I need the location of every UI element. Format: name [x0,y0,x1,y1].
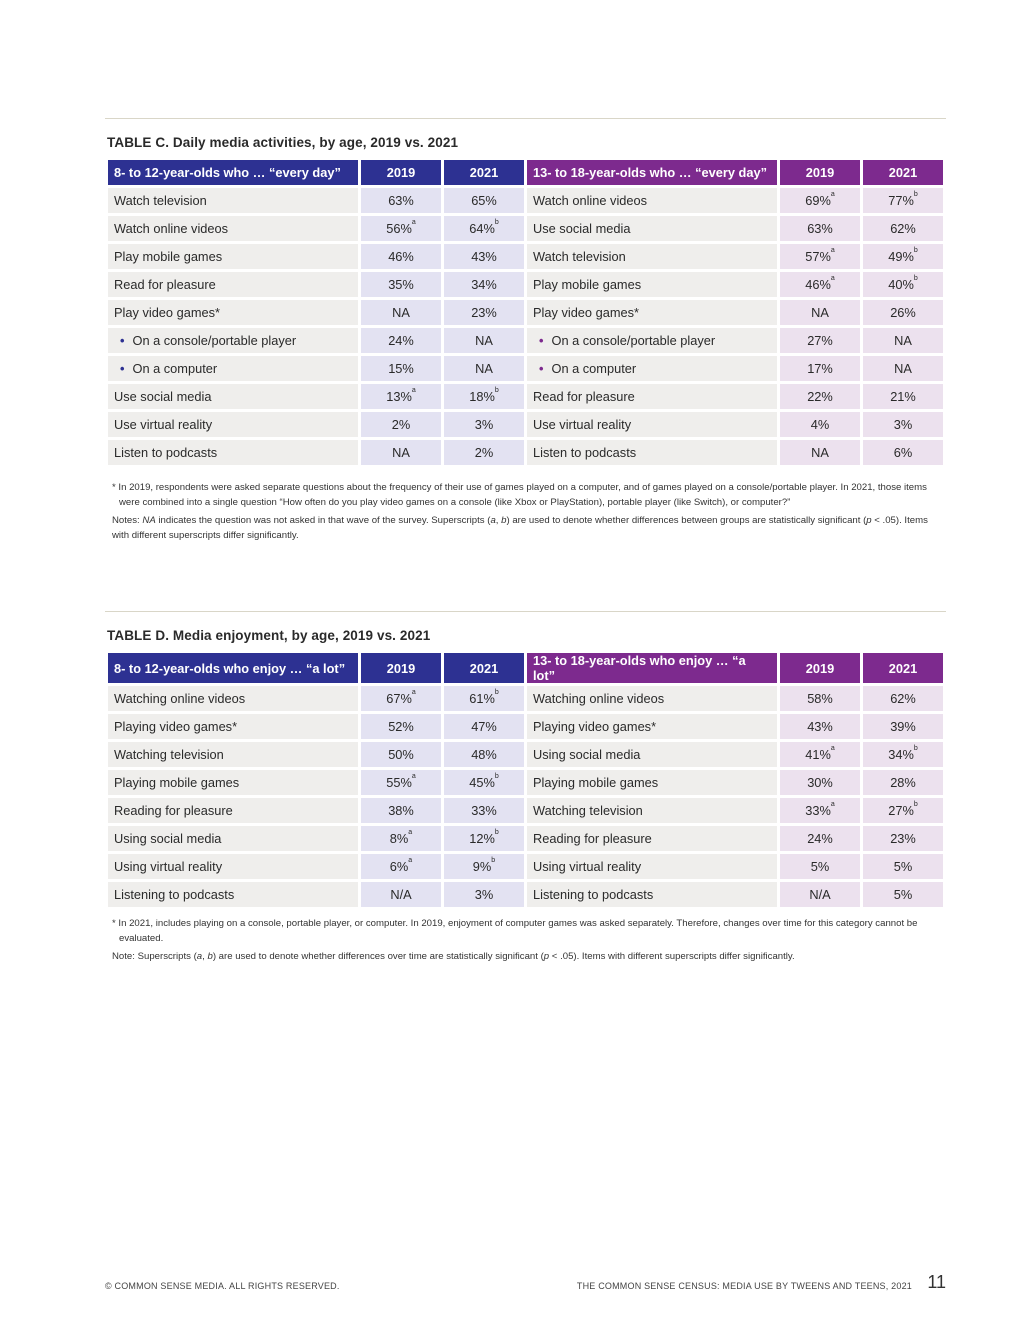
tweens-header: 8- to 12-year-olds who enjoy … “a lot” [108,653,358,683]
table-row [108,188,943,213]
value-2019: NA [361,300,441,325]
table-d [105,650,946,910]
value-2021: 64%$^b$ [444,216,524,241]
value-2019: 50% [361,742,441,767]
value-2021: 77%$^b$ [863,188,943,213]
row-label: Watch online videos [108,216,358,241]
table-row [108,216,943,241]
value-2021: 62% [863,686,943,711]
row-label: Watching television [527,798,777,823]
table-row [108,686,943,711]
table-row [108,412,943,437]
value-2021: 23% [863,826,943,851]
copyright: © COMMON SENSE MEDIA. ALL RIGHTS RESERVED. [105,1281,340,1291]
value-2021: 48% [444,742,524,767]
value-2019: NA [780,440,860,465]
section-divider [105,611,946,612]
value-2019: 41%$^a$ [780,742,860,767]
row-label: Watch online videos [527,188,777,213]
value-2021: 21% [863,384,943,409]
table-d-note: Note: Superscripts (a, b) are used to denote whether differences over time are statistically significant (p < .05). Items with different superscripts differ significantly. [112,951,795,962]
value-2019: 6%$^a$ [361,854,441,879]
col-2021-header: 2021 [444,653,524,683]
table-d-notes [112,917,932,965]
value-2019: 63% [361,188,441,213]
value-2019: NA [780,300,860,325]
value-2021: 12%$^b$ [444,826,524,851]
table-c [105,157,946,468]
value-2021: 3% [863,412,943,437]
value-2021: NA [863,356,943,381]
value-2021: 40%$^b$ [863,272,943,297]
table-row [108,244,943,269]
value-2021: 26% [863,300,943,325]
value-2021: 49%$^b$ [863,244,943,269]
row-label: Watching online videos [108,686,358,711]
value-2019: 8%$^a$ [361,826,441,851]
value-2019: 30% [780,770,860,795]
table-header-row [108,653,943,683]
value-2019: 2% [361,412,441,437]
table-row [108,356,943,381]
col-2019-header: 2019 [780,653,860,683]
value-2021: 47% [444,714,524,739]
row-label: Listen to podcasts [108,440,358,465]
table-row [108,714,943,739]
value-2019: 55%$^a$ [361,770,441,795]
value-2021: 6% [863,440,943,465]
value-2019: 15% [361,356,441,381]
table-c-footnote: * In 2019, respondents were asked separate questions about the frequency of their use of games played on a computer, and of games played on a console/portable player. In 2021, those items were combined into a single question “How often do you play video games on a console (like Xbox or PlayStation), portable player (like Switch), or computer?” [112,482,927,508]
value-2021: NA [863,328,943,353]
value-2021: 43% [444,244,524,269]
teens-header: 13- to 18-year-olds who … “every day” [527,160,777,185]
table-d-title: TABLE D. Media enjoyment, by age, 2019 vs. 2021 [107,628,431,643]
value-2021: 33% [444,798,524,823]
row-label: Playing mobile games [108,770,358,795]
value-2019: 4% [780,412,860,437]
value-2021: 34% [444,272,524,297]
col-2019-header: 2019 [361,653,441,683]
table-row [108,798,943,823]
value-2019: 67%$^a$ [361,686,441,711]
col-2019-header: 2019 [361,160,441,185]
value-2021: 28% [863,770,943,795]
row-label: Watch television [108,188,358,213]
table-row [108,384,943,409]
table-row [108,826,943,851]
section-divider [105,118,946,119]
value-2019: 24% [780,826,860,851]
table-row [108,770,943,795]
value-2021: 65% [444,188,524,213]
table-row [108,328,943,353]
row-label: Playing mobile games [527,770,777,795]
table-row [108,854,943,879]
row-label: Play mobile games [527,272,777,297]
value-2019: 63% [780,216,860,241]
row-label: Read for pleasure [108,272,358,297]
row-label: Watch television [527,244,777,269]
col-2021-header: 2021 [863,653,943,683]
value-2021: 23% [444,300,524,325]
value-2019: 33%$^a$ [780,798,860,823]
table-c-title: TABLE C. Daily media activities, by age, 2019 vs. 2021 [107,135,459,150]
value-2019: 57%$^a$ [780,244,860,269]
row-label: Playing video games* [527,714,777,739]
value-2021: 18%$^b$ [444,384,524,409]
value-2019: N/A [780,882,860,907]
col-2021-header: 2021 [444,160,524,185]
value-2021: 61%$^b$ [444,686,524,711]
row-label: Reading for pleasure [108,798,358,823]
row-label: Using social media [527,742,777,767]
row-label: Using social media [108,826,358,851]
tweens-header: 8- to 12-year-olds who … “every day” [108,160,358,185]
row-label: • On a computer [527,356,777,381]
row-label: • On a console/portable player [108,328,358,353]
row-label: Watching online videos [527,686,777,711]
row-label: Reading for pleasure [527,826,777,851]
row-label: Listening to podcasts [108,882,358,907]
value-2019: 22% [780,384,860,409]
teens-header: 13- to 18-year-olds who enjoy … “a lot” [527,653,777,683]
table-header-row [108,160,943,185]
table-d-footnote: * In 2021, includes playing on a console, portable player, or computer. In 2019, enjoyment of computer games was asked separately. Therefore, changes over time for this category cannot be evaluated. [112,918,918,944]
value-2021: 2% [444,440,524,465]
row-label: Play video games* [108,300,358,325]
value-2019: 13%$^a$ [361,384,441,409]
value-2019: 56%$^a$ [361,216,441,241]
value-2021: NA [444,328,524,353]
table-row [108,300,943,325]
row-label: Read for pleasure [527,384,777,409]
value-2021: NA [444,356,524,381]
row-label: Listen to podcasts [527,440,777,465]
value-2019: 43% [780,714,860,739]
table-row [108,440,943,465]
row-label: Play video games* [527,300,777,325]
value-2021: 5% [863,854,943,879]
value-2019: 46%$^a$ [780,272,860,297]
col-2019-header: 2019 [780,160,860,185]
value-2019: 27% [780,328,860,353]
col-2021-header: 2021 [863,160,943,185]
value-2021: 62% [863,216,943,241]
table-row [108,272,943,297]
row-label: Use social media [527,216,777,241]
table-c-notes [112,481,932,543]
row-label: • On a console/portable player [527,328,777,353]
value-2019: 69%$^a$ [780,188,860,213]
value-2019: 17% [780,356,860,381]
value-2021: 9%$^b$ [444,854,524,879]
value-2019: NA [361,440,441,465]
row-label: Play mobile games [108,244,358,269]
row-label: Listening to podcasts [527,882,777,907]
row-label: Use virtual reality [108,412,358,437]
row-label: Watching television [108,742,358,767]
row-label: • On a computer [108,356,358,381]
value-2019: 38% [361,798,441,823]
value-2019: 58% [780,686,860,711]
value-2019: 52% [361,714,441,739]
value-2019: N/A [361,882,441,907]
row-label: Use virtual reality [527,412,777,437]
row-label: Using virtual reality [108,854,358,879]
value-2021: 3% [444,412,524,437]
row-label: Use social media [108,384,358,409]
value-2019: 35% [361,272,441,297]
table-row [108,742,943,767]
value-2019: 5% [780,854,860,879]
value-2021: 5% [863,882,943,907]
value-2019: 46% [361,244,441,269]
value-2021: 3% [444,882,524,907]
value-2021: 34%$^b$ [863,742,943,767]
table-c-note: Notes: NA indicates the question was not asked in that wave of the survey. Superscripts (a, b) are used to denote whether differences between groups are statistically significant (p < .05). Items with different superscripts differ significantly. [112,515,928,541]
value-2021: 39% [863,714,943,739]
row-label: Using virtual reality [527,854,777,879]
table-row [108,882,943,907]
row-label: Playing video games* [108,714,358,739]
publication-title: THE COMMON SENSE CENSUS: MEDIA USE BY TWEENS AND TEENS, 2021 [576,1281,912,1291]
value-2019: 24% [361,328,441,353]
value-2021: 27%$^b$ [863,798,943,823]
page-number: 11 [927,1272,946,1292]
value-2021: 45%$^b$ [444,770,524,795]
